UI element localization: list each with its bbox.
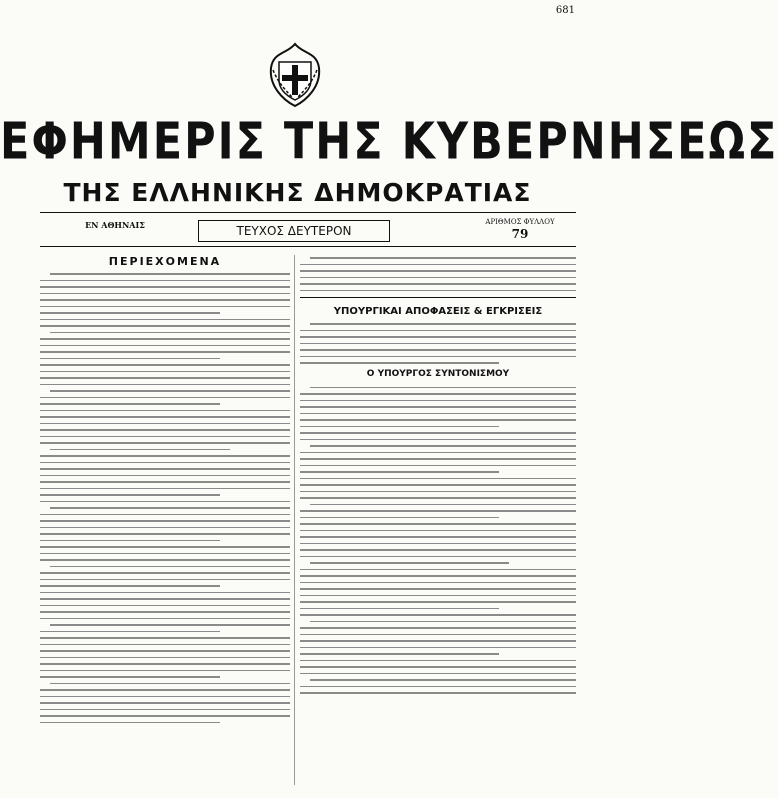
illegible-text-line	[40, 377, 290, 379]
illegible-text-line	[40, 436, 290, 438]
illegible-text-line	[40, 585, 220, 587]
illegible-text-line	[300, 406, 576, 408]
illegible-text-line	[300, 484, 576, 486]
illegible-text-line	[300, 432, 576, 434]
illegible-text-line	[40, 670, 290, 672]
illegible-text-line	[300, 608, 499, 610]
illegible-text-line	[310, 445, 576, 447]
illegible-text-line	[40, 403, 220, 405]
header-rule-bottom	[40, 246, 576, 247]
illegible-text-line	[300, 640, 576, 642]
illegible-text-line	[40, 286, 290, 288]
illegible-text-line	[40, 611, 290, 613]
illegible-text-line	[300, 634, 576, 636]
illegible-text-line	[40, 416, 290, 418]
illegible-text-line	[300, 478, 576, 480]
illegible-text-line	[40, 319, 290, 321]
illegible-text-line	[40, 364, 290, 366]
illegible-text-line	[40, 533, 290, 535]
illegible-text-line	[40, 345, 290, 347]
illegible-text-line	[310, 387, 576, 389]
illegible-text-line	[310, 679, 576, 681]
illegible-text-line	[40, 299, 290, 301]
illegible-text-line	[300, 530, 576, 532]
illegible-text-line	[40, 423, 290, 425]
illegible-text-line	[50, 273, 290, 275]
masthead-subtitle: ΤΗΣ ΕΛΛΗΝΙΚΗΣ ΔΗΜΟΚΡΑΤΙΑΣ	[63, 178, 532, 207]
illegible-text-line	[50, 683, 290, 685]
place: ΕΝ ΑΘΗΝΑΙΣ	[85, 220, 145, 230]
issue-number-label: ΑΡΙΘΜΟΣ ΦΥΛΛΟΥ	[485, 218, 555, 226]
illegible-text-line	[300, 452, 576, 454]
illegible-text-line	[40, 280, 290, 282]
illegible-text-line	[40, 579, 290, 581]
illegible-text-line	[300, 465, 576, 467]
greek-coat-of-arms-icon	[267, 40, 323, 110]
illegible-text-line	[40, 429, 290, 431]
illegible-text-line	[300, 666, 576, 668]
illegible-text-line	[300, 336, 576, 338]
illegible-text-line	[300, 510, 576, 512]
illegible-text-line	[300, 647, 576, 649]
decision-subject-illegible	[300, 323, 576, 364]
illegible-text-line	[300, 556, 576, 558]
illegible-text-line	[40, 676, 220, 678]
issue-number: 79	[511, 227, 529, 241]
illegible-text-line	[300, 601, 576, 603]
illegible-text-line	[40, 702, 290, 704]
illegible-text-line	[300, 523, 576, 525]
illegible-text-line	[40, 605, 290, 607]
illegible-text-line	[300, 356, 576, 358]
illegible-text-line	[50, 449, 230, 451]
illegible-text-line	[50, 507, 290, 509]
illegible-text-line	[300, 491, 576, 493]
illegible-text-line	[40, 325, 290, 327]
place-date-block	[40, 220, 190, 231]
illegible-text-line	[300, 290, 576, 292]
illegible-text-line	[300, 270, 576, 272]
illegible-text-line	[40, 657, 290, 659]
illegible-text-line	[40, 696, 290, 698]
illegible-text-line	[40, 351, 290, 353]
illegible-text-line	[40, 553, 290, 555]
illegible-text-line	[40, 312, 220, 314]
contents-heading: ΠΕΡΙΕΧΟΜΕΝΑ	[108, 255, 222, 268]
illegible-text-line	[40, 462, 290, 464]
illegible-text-line	[40, 592, 290, 594]
masthead-title: ΕΦΗΜΕΡΙΣ ΤΗΣ ΚΥΒΕΡΝΗΣΕΩΣ	[0, 112, 778, 172]
illegible-text-line	[300, 660, 576, 662]
illegible-text-line	[300, 653, 499, 655]
illegible-text-line	[300, 426, 499, 428]
illegible-text-line	[40, 709, 290, 711]
illegible-text-line	[40, 514, 290, 516]
decisions-heading: ΥΠΟΥΡΓΙΚΑΙ ΑΠΟΦΑΣΕΙΣ & ΕΓΚΡΙΣΕΙΣ	[333, 306, 543, 317]
decisions-intro-illegible	[300, 257, 576, 291]
illegible-text-line	[300, 283, 576, 285]
illegible-text-line	[40, 293, 290, 295]
illegible-text-line	[300, 330, 576, 332]
illegible-text-line	[300, 595, 576, 597]
illegible-text-line	[300, 569, 576, 571]
illegible-text-line	[40, 494, 220, 496]
issue-series: ΤΕΥΧΟΣ ΔΕΥΤΕΡΟΝ	[198, 220, 390, 242]
decisions-column	[300, 255, 576, 699]
illegible-text-line	[300, 439, 576, 441]
illegible-text-line	[40, 572, 290, 574]
illegible-text-line	[300, 575, 576, 577]
illegible-text-line	[300, 400, 576, 402]
contents-illegible-text	[40, 273, 290, 723]
illegible-text-line	[300, 517, 499, 519]
section-rule	[300, 297, 576, 298]
illegible-text-line	[40, 598, 290, 600]
illegible-text-line	[50, 624, 290, 626]
illegible-text-line	[300, 588, 576, 590]
illegible-text-line	[40, 722, 220, 724]
illegible-text-line	[300, 536, 576, 538]
illegible-text-line	[310, 621, 576, 623]
column-divider	[294, 255, 295, 785]
illegible-text-line	[40, 455, 290, 457]
illegible-text-line	[40, 715, 290, 717]
header-rule-top	[40, 212, 576, 213]
illegible-text-line	[50, 390, 290, 392]
illegible-text-line	[40, 475, 290, 477]
illegible-text-line	[40, 663, 290, 665]
illegible-text-line	[300, 413, 576, 415]
illegible-text-line	[300, 277, 576, 279]
illegible-text-line	[40, 520, 290, 522]
illegible-text-line	[40, 637, 290, 639]
illegible-text-line	[40, 650, 290, 652]
illegible-text-line	[300, 497, 576, 499]
illegible-text-line	[40, 371, 290, 373]
page-number: 681	[555, 5, 575, 16]
illegible-text-line	[40, 481, 290, 483]
illegible-text-line	[300, 549, 576, 551]
decision-body-illegible	[300, 387, 576, 694]
illegible-text-line	[40, 540, 220, 542]
illegible-text-line	[310, 562, 509, 564]
illegible-text-line	[40, 358, 220, 360]
illegible-text-line	[50, 566, 290, 568]
illegible-text-line	[40, 631, 220, 633]
illegible-text-line	[40, 527, 290, 529]
illegible-text-line	[300, 692, 576, 694]
illegible-text-line	[40, 644, 290, 646]
illegible-text-line	[40, 546, 290, 548]
illegible-text-line	[300, 673, 576, 675]
illegible-text-line	[300, 471, 499, 473]
illegible-text-line	[310, 257, 576, 259]
illegible-text-line	[40, 618, 290, 620]
illegible-text-line	[40, 410, 290, 412]
illegible-text-line	[310, 323, 576, 325]
illegible-text-line	[40, 442, 290, 444]
illegible-text-line	[40, 397, 290, 399]
illegible-text-line	[300, 343, 576, 345]
illegible-text-line	[300, 362, 499, 364]
illegible-text-line	[300, 458, 576, 460]
illegible-text-line	[300, 627, 576, 629]
illegible-text-line	[300, 349, 576, 351]
illegible-text-line	[40, 468, 290, 470]
illegible-text-line	[310, 504, 576, 506]
illegible-text-line	[40, 559, 290, 561]
illegible-text-line	[300, 393, 576, 395]
minister-heading: Ο ΥΠΟΥΡΓΟΣ ΣΥΝΤΟΝΙΣΜΟΥ	[366, 368, 510, 379]
illegible-text-line	[50, 332, 290, 334]
illegible-text-line	[40, 501, 290, 503]
contents-column	[40, 255, 290, 728]
illegible-text-line	[300, 264, 576, 266]
illegible-text-line	[40, 488, 290, 490]
illegible-text-line	[300, 686, 576, 688]
illegible-text-line	[300, 419, 576, 421]
illegible-text-line	[40, 384, 290, 386]
illegible-text-line	[40, 689, 290, 691]
illegible-text-line	[300, 614, 576, 616]
illegible-text-line	[40, 306, 290, 308]
illegible-text-line	[300, 582, 576, 584]
illegible-text-line	[300, 543, 576, 545]
illegible-text-line	[40, 338, 290, 340]
